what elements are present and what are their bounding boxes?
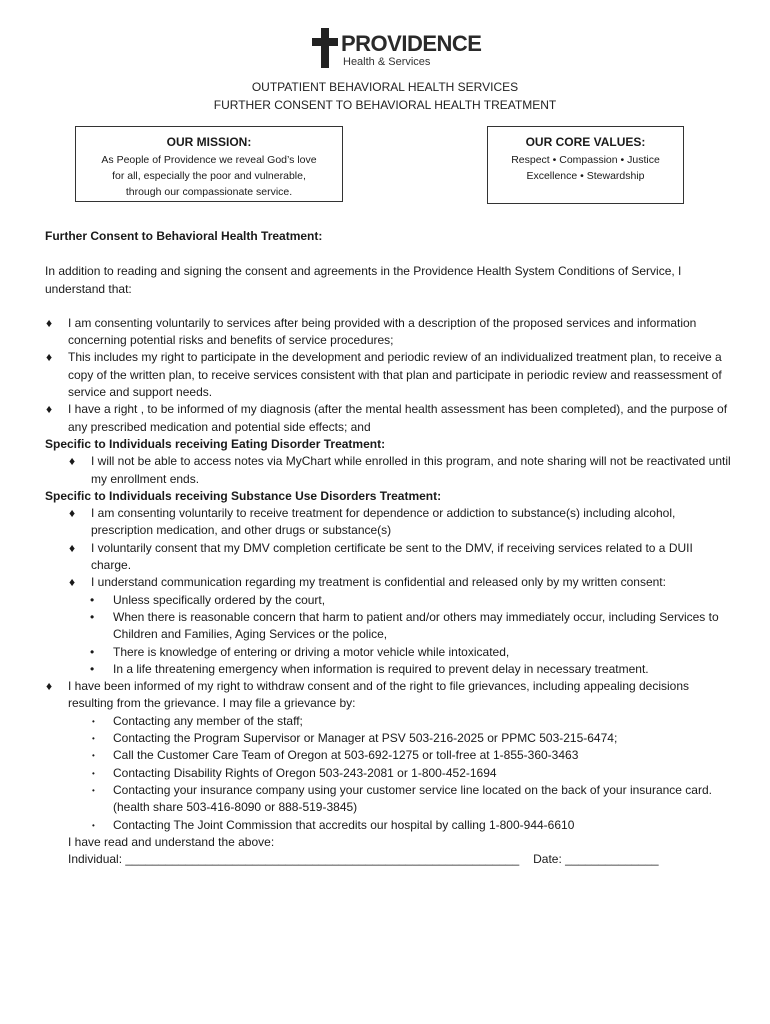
core-values-title: OUR CORE VALUES: xyxy=(525,135,646,149)
substance-use-list xyxy=(45,505,735,591)
consent-item: ♦ I have a right , to be informed of my diagnosis (after the mental health assessment has been completed), and the purpose of any prescribed medication and potential side effects; and xyxy=(46,402,728,434)
disc-bullet-icon: • xyxy=(92,716,95,726)
mission-line: for all, especially the poor and vulnerable, xyxy=(112,170,306,182)
core-values-box xyxy=(487,126,684,204)
logo-name: PROVIDENCE xyxy=(341,31,482,56)
mission-line: As People of Providence we reveal God’s love xyxy=(101,154,317,166)
section-heading: Further Consent to Behavioral Health Treatment: xyxy=(45,229,323,243)
consent-body xyxy=(45,228,735,868)
mission-line: through our compassionate service. xyxy=(125,186,293,198)
disc-bullet-icon: • xyxy=(90,661,95,676)
disc-bullet-icon: • xyxy=(90,592,95,607)
date-field[interactable]: Date: ______________ xyxy=(533,852,659,867)
diamond-bullet-icon: ♦ xyxy=(46,315,53,330)
disc-bullet-icon: • xyxy=(90,609,95,624)
substance-use-item: ♦ I am consenting voluntarily to receive treatment for dependence or addiction to substance(s) including alcohol, prescription medication, and other drugs or substance(s) xyxy=(69,506,676,538)
disc-bullet-icon: • xyxy=(92,785,95,795)
substance-use-heading: Specific to Individuals receiving Substance Use Disorders Treatment: xyxy=(45,488,442,503)
grievance-options-list xyxy=(45,713,735,834)
document-title-line-1: OUTPATIENT BEHAVIORAL HEALTH SERVICES xyxy=(251,80,519,94)
disc-bullet-icon: • xyxy=(92,820,95,830)
diamond-bullet-icon: ♦ xyxy=(69,506,76,521)
grievance-option: • Call the Customer Care Team of Oregon at 503-692-1275 or toll-free at 1-855-360-3463 xyxy=(45,747,735,764)
consent-list xyxy=(45,315,735,436)
document-title-line-2: FURTHER CONSENT TO BEHAVIORAL HEALTH TREATMENT xyxy=(213,98,557,112)
individual-signature-field[interactable]: Individual: ___________________________________________________________ xyxy=(68,852,520,867)
grievance-option: • Contacting Disability Rights of Oregon 503-243-2081 or 1-800-452-1694 xyxy=(45,765,735,782)
grievance-option: • Contacting any member of the staff; xyxy=(45,713,735,730)
substance-use-item: ♦ I voluntarily consent that my DMV completion certificate be sent to the DMV, if receiving services related to a DUII charge. xyxy=(69,540,693,573)
eating-disorder-heading: Specific to Individuals receiving Eating Disorder Treatment: xyxy=(45,436,386,451)
intro-paragraph: In addition to reading and signing the consent and agreements in the Providence Health System Conditions of Service, I understand that: xyxy=(45,264,682,296)
signature-line xyxy=(45,851,735,868)
mission-box xyxy=(75,126,343,202)
providence-logo xyxy=(312,28,482,74)
substance-use-item: ♦ I understand communication regarding my treatment is confidential and released only by my written consent: xyxy=(45,574,735,591)
disc-bullet-icon: • xyxy=(90,644,95,659)
disc-bullet-icon: • xyxy=(92,768,95,778)
diamond-bullet-icon: ♦ xyxy=(69,454,76,469)
grievance-option: • Contacting the Program Supervisor or Manager at PSV 503-216-2025 or PPMC 503-215-6474; xyxy=(45,730,735,747)
disc-bullet-icon: • xyxy=(92,751,95,761)
eating-disorder-item: ♦ I will not be able to access notes via MyChart while enrolled in this program, and note sharing will not be reactivated until my enrollment ends. xyxy=(69,454,731,486)
exception-item: • In a life threatening emergency when information is required to prevent delay in necessary treatment. xyxy=(45,661,735,678)
diamond-bullet-icon: ♦ xyxy=(69,575,76,590)
exception-item: • There is knowledge of entering or driving a motor vehicle while intoxicated, xyxy=(45,644,735,661)
consent-item: ♦ This includes my right to participate in the development and periodic review of an individualized treatment plan, to receive a copy of the written plan, to receive services consistent with that plan and participate in periodic review and reassessment of service and support needs. xyxy=(46,350,722,400)
diamond-bullet-icon: ♦ xyxy=(46,679,53,694)
diamond-bullet-icon: ♦ xyxy=(69,540,76,555)
grievance-item: ♦ I have been informed of my right to withdraw consent and of the right to file grievances, including appealing decisions resulting from the grievance. I may file a grievance by: xyxy=(46,679,690,711)
disc-bullet-icon: • xyxy=(92,734,95,744)
exception-item: • Unless specifically ordered by the court, xyxy=(45,592,735,609)
grievance-option: • Contacting The Joint Commission that accredits our hospital by calling 1-800-944-6610 xyxy=(45,817,735,834)
logo-subtitle: Health & Services xyxy=(343,56,431,68)
cross-icon xyxy=(312,28,338,68)
consent-item: ♦ I am consenting voluntarily to services after being provided with a description of the proposed services and information concerning potential risks and benefits of service procedures; xyxy=(46,315,697,348)
confidentiality-exceptions-list xyxy=(45,592,735,678)
mission-title: OUR MISSION: xyxy=(166,135,252,149)
core-values-line: Excellence • Stewardship xyxy=(526,170,645,182)
acknowledgement-text: I have read and understand the above: xyxy=(68,834,275,849)
diamond-bullet-icon: ♦ xyxy=(46,350,53,365)
grievance-list xyxy=(45,678,735,713)
eating-disorder-list xyxy=(45,453,735,488)
diamond-bullet-icon: ♦ xyxy=(46,402,53,417)
exception-item: • When there is reasonable concern that harm to patient and/or others may immediately occur, including Services to Children and Families, Aging Services or the police, xyxy=(90,609,719,642)
grievance-option: • Contacting your insurance company using your customer service line located on the back of your insurance card. (health share 503-416-8090 or 888-519-3845) xyxy=(92,782,712,815)
core-values-line: Respect • Compassion • Justice xyxy=(511,154,660,166)
